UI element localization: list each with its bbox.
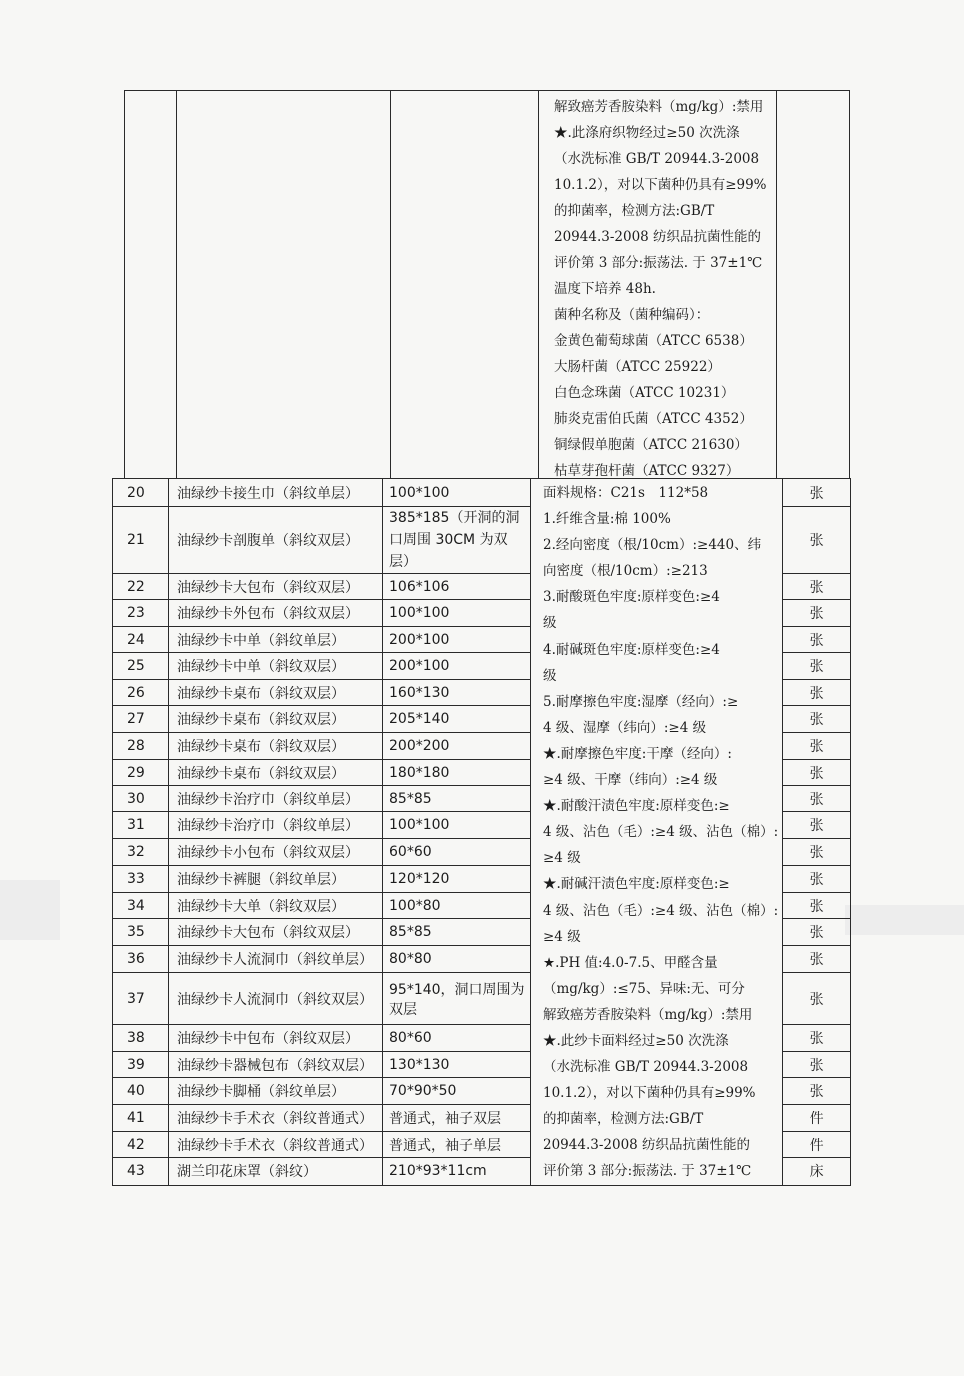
description-line: 面料规格：C21s 112*58 bbox=[543, 485, 709, 501]
unit-of-measure: 张 bbox=[783, 600, 851, 627]
description-line: 向密度（根/10cm）:≥213 bbox=[543, 563, 708, 580]
product-name: 油绿纱卡大包布（斜纹双层） bbox=[169, 919, 383, 946]
row-number: 31 bbox=[113, 812, 169, 839]
row-number: 20 bbox=[113, 479, 169, 507]
row-number: 40 bbox=[113, 1078, 169, 1105]
description-line: 解致癌芳香胺染料（mg/kg）:禁用 bbox=[543, 1006, 753, 1023]
unit-of-measure: 张 bbox=[783, 866, 851, 893]
product-name: 油绿纱卡大包布（斜纹双层） bbox=[169, 574, 383, 600]
product-name: 油绿纱卡人流洞巾（斜纹单层） bbox=[169, 946, 383, 973]
description-line: 解致癌芳香胺染料（mg/kg）:禁用 bbox=[554, 99, 764, 115]
description-line: 铜绿假单胞菌（ATCC 21630） bbox=[554, 437, 748, 453]
unit-of-measure: 张 bbox=[783, 733, 851, 760]
product-size: 普通式，袖子双层 bbox=[383, 1105, 531, 1132]
description-line: 4.耐碱斑色牢度:原样变色:≥4 bbox=[543, 641, 720, 658]
product-size: 80*60 bbox=[383, 1025, 531, 1052]
description-line: （水洗标准 GB/T 20944.3-2008 bbox=[554, 151, 760, 167]
unit-of-measure: 张 bbox=[783, 1052, 851, 1078]
row-number: 36 bbox=[113, 946, 169, 973]
product-name: 油绿纱卡大单（斜纹双层） bbox=[169, 893, 383, 919]
product-size: 205*140 bbox=[383, 706, 531, 733]
unit-of-measure: 张 bbox=[783, 919, 851, 946]
row-number: 28 bbox=[113, 733, 169, 760]
product-size: 普通式，袖子单层 bbox=[383, 1132, 531, 1158]
description-line: 20944.3-2008 纺织品抗菌性能的 bbox=[554, 229, 762, 245]
row-number: 22 bbox=[113, 574, 169, 600]
product-size: 100*80 bbox=[383, 893, 531, 919]
unit-of-measure: 张 bbox=[783, 653, 851, 680]
unit-of-measure: 张 bbox=[783, 479, 851, 507]
row-number: 30 bbox=[113, 786, 169, 812]
description-line: 级 bbox=[543, 615, 557, 632]
product-size: 80*80 bbox=[383, 946, 531, 973]
product-name: 油绿纱卡治疗巾（斜纹单层） bbox=[169, 786, 383, 812]
product-size: 100*100 bbox=[383, 812, 531, 839]
description-line: ≥4 级、干摩（纬向）:≥4 级 bbox=[543, 772, 718, 789]
description-line: 大肠杆菌（ATCC 25922） bbox=[554, 359, 721, 375]
description-line: 金黄色葡萄球菌（ATCC 6538） bbox=[554, 333, 753, 349]
column-divider bbox=[776, 90, 777, 479]
unit-of-measure: 张 bbox=[783, 760, 851, 786]
unit-of-measure: 张 bbox=[783, 893, 851, 919]
product-size: 100*100 bbox=[383, 479, 531, 507]
description-line: ★.此纱卡面料经过≥50 次洗涤 bbox=[543, 1032, 729, 1049]
technical-requirements bbox=[531, 479, 783, 1186]
description-line: 10.1.2），对以下菌种仍具有≥99% bbox=[543, 1085, 756, 1102]
product-name: 油绿纱卡中包布（斜纹双层） bbox=[169, 1025, 383, 1052]
unit-of-measure: 张 bbox=[783, 812, 851, 839]
row-number: 25 bbox=[113, 653, 169, 680]
row-number: 24 bbox=[113, 627, 169, 653]
description-line: （水洗标准 GB/T 20944.3-2008 bbox=[543, 1059, 749, 1076]
product-name: 油绿纱卡裤腿（斜纹单层） bbox=[169, 866, 383, 893]
unit-of-measure: 张 bbox=[783, 1078, 851, 1105]
product-name: 油绿纱卡治疗巾（斜纹单层） bbox=[169, 812, 383, 839]
description-line: ★.PH 值:4.0-7.5、甲醛含量 bbox=[543, 954, 718, 971]
unit-of-measure: 件 bbox=[783, 1132, 851, 1158]
product-size: 85*85 bbox=[383, 919, 531, 946]
description-line: 4 级、湿摩（纬向）:≥4 级 bbox=[543, 719, 707, 736]
description-line: 4 级、沾色（毛）:≥4 级、沾色（棉）: bbox=[543, 902, 779, 919]
description-line: ≥4 级 bbox=[543, 928, 581, 945]
description-line: 1.纤维含量:棉 100% bbox=[543, 511, 671, 528]
product-size: 60*60 bbox=[383, 839, 531, 866]
row-number: 39 bbox=[113, 1052, 169, 1078]
product-size: 160*130 bbox=[383, 680, 531, 706]
description-line: ★.耐碱汗渍色牢度:原样变色:≥ bbox=[543, 876, 730, 893]
product-name: 油绿纱卡中单（斜纹单层） bbox=[169, 627, 383, 653]
product-name: 油绿纱卡桌布（斜纹双层） bbox=[169, 733, 383, 760]
product-spec-table bbox=[112, 478, 851, 1186]
unit-of-measure: 张 bbox=[783, 574, 851, 600]
unit-of-measure: 张 bbox=[783, 627, 851, 653]
description-line: ★.此涤府织物经过≥50 次洗涤 bbox=[554, 125, 740, 141]
product-name: 油绿纱卡人流洞巾（斜纹双层） bbox=[169, 973, 383, 1025]
column-divider bbox=[176, 90, 177, 479]
description-line: 4 级、沾色（毛）:≥4 级、沾色（棉）: bbox=[543, 824, 779, 841]
product-name: 油绿纱卡小包布（斜纹双层） bbox=[169, 839, 383, 866]
description-line: 评价第 3 部分:振荡法. 于 37±1℃ bbox=[554, 255, 763, 271]
unit-of-measure: 张 bbox=[783, 680, 851, 706]
description-line: 的抑菌率，检测方法:GB/T bbox=[543, 1111, 704, 1128]
description-line: 枯草芽孢杆菌（ATCC 9327） bbox=[554, 463, 740, 479]
row-number: 42 bbox=[113, 1132, 169, 1158]
product-name: 油绿纱卡桌布（斜纹双层） bbox=[169, 706, 383, 733]
scan-shadow bbox=[845, 905, 964, 935]
scan-shadow bbox=[0, 880, 60, 940]
product-size: 100*100 bbox=[383, 600, 531, 627]
row-number: 26 bbox=[113, 680, 169, 706]
description-line: ≥4 级 bbox=[543, 850, 581, 867]
unit-of-measure: 张 bbox=[783, 786, 851, 812]
product-name: 油绿纱卡脚桶（斜纹单层） bbox=[169, 1078, 383, 1105]
unit-of-measure: 床 bbox=[783, 1158, 851, 1185]
product-name: 湖兰印花床罩（斜纹） bbox=[169, 1158, 383, 1185]
product-size: 106*106 bbox=[383, 574, 531, 600]
row-number: 32 bbox=[113, 839, 169, 866]
unit-of-measure: 件 bbox=[783, 1105, 851, 1132]
description-line: 的抑菌率，检测方法:GB/T bbox=[554, 203, 715, 219]
continuation-description bbox=[554, 94, 776, 484]
product-name: 油绿纱卡中单（斜纹双层） bbox=[169, 653, 383, 680]
product-name: 油绿纱卡剖腹单（斜纹双层） bbox=[169, 507, 383, 574]
description-line: 5.耐摩擦色牢度:湿摩（经向）:≥ bbox=[543, 693, 739, 710]
row-number: 41 bbox=[113, 1105, 169, 1132]
continuation-block bbox=[124, 90, 850, 479]
description-line: 肺炎克雷伯氏菌（ATCC 4352） bbox=[554, 411, 753, 427]
row-number: 33 bbox=[113, 866, 169, 893]
row-number: 29 bbox=[113, 760, 169, 786]
product-size: 120*120 bbox=[383, 866, 531, 893]
unit-of-measure: 张 bbox=[783, 973, 851, 1025]
row-number: 23 bbox=[113, 600, 169, 627]
unit-of-measure: 张 bbox=[783, 706, 851, 733]
description-line: 2.经向密度（根/10cm）:≥440、纬 bbox=[543, 537, 762, 554]
product-name: 油绿纱卡接生巾（斜纹单层） bbox=[169, 479, 383, 507]
description-line: ★.耐酸汗渍色牢度:原样变色:≥ bbox=[543, 798, 730, 815]
row-number: 37 bbox=[113, 973, 169, 1025]
unit-of-measure: 张 bbox=[783, 946, 851, 973]
column-divider bbox=[390, 90, 391, 479]
unit-of-measure: 张 bbox=[783, 1025, 851, 1052]
row-number: 27 bbox=[113, 706, 169, 733]
row-number: 35 bbox=[113, 919, 169, 946]
description-line: 10.1.2），对以下菌种仍具有≥99% bbox=[554, 177, 767, 193]
unit-of-measure: 张 bbox=[783, 507, 851, 574]
product-name: 油绿纱卡器械包布（斜纹双层） bbox=[169, 1052, 383, 1078]
row-number: 34 bbox=[113, 893, 169, 919]
table-row bbox=[113, 479, 851, 507]
product-size: 385*185（开洞的洞口周围 30CM 为双层） bbox=[383, 507, 531, 574]
description-line: 菌种名称及（菌种编码）： bbox=[554, 307, 710, 323]
row-number: 21 bbox=[113, 507, 169, 574]
description-line: ★.耐摩擦色牢度:干摩（经向）: bbox=[543, 745, 732, 762]
row-number: 38 bbox=[113, 1025, 169, 1052]
product-size: 180*180 bbox=[383, 760, 531, 786]
description-line: 评价第 3 部分:振荡法. 于 37±1℃ bbox=[543, 1163, 752, 1180]
product-name: 油绿纱卡外包布（斜纹双层） bbox=[169, 600, 383, 627]
description-line: （mg/kg）:≤75、异味:无、可分 bbox=[543, 980, 745, 997]
product-name: 油绿纱卡手术衣（斜纹普通式） bbox=[169, 1105, 383, 1132]
row-number: 43 bbox=[113, 1158, 169, 1185]
description-line: 温度下培养 48h. bbox=[554, 281, 656, 297]
description-line: 3.耐酸斑色牢度:原样变色:≥4 bbox=[543, 589, 720, 606]
product-size: 85*85 bbox=[383, 786, 531, 812]
description-line: 白色念珠菌（ATCC 10231） bbox=[554, 385, 735, 401]
description-line: 20944.3-2008 纺织品抗菌性能的 bbox=[543, 1137, 751, 1154]
product-size: 130*130 bbox=[383, 1052, 531, 1078]
unit-of-measure: 张 bbox=[783, 839, 851, 866]
product-name: 油绿纱卡桌布（斜纹双层） bbox=[169, 760, 383, 786]
description-line: 级 bbox=[543, 667, 557, 684]
product-size: 70*90*50 bbox=[383, 1078, 531, 1105]
product-size: 95*140，洞口周围为双层 bbox=[383, 973, 531, 1025]
product-size: 200*200 bbox=[383, 733, 531, 760]
product-name: 油绿纱卡手术衣（斜纹普通式） bbox=[169, 1132, 383, 1158]
product-size: 200*100 bbox=[383, 627, 531, 653]
product-size: 200*100 bbox=[383, 653, 531, 680]
product-name: 油绿纱卡桌布（斜纹双层） bbox=[169, 680, 383, 706]
product-size: 210*93*11cm bbox=[383, 1158, 531, 1185]
column-divider bbox=[538, 90, 539, 479]
